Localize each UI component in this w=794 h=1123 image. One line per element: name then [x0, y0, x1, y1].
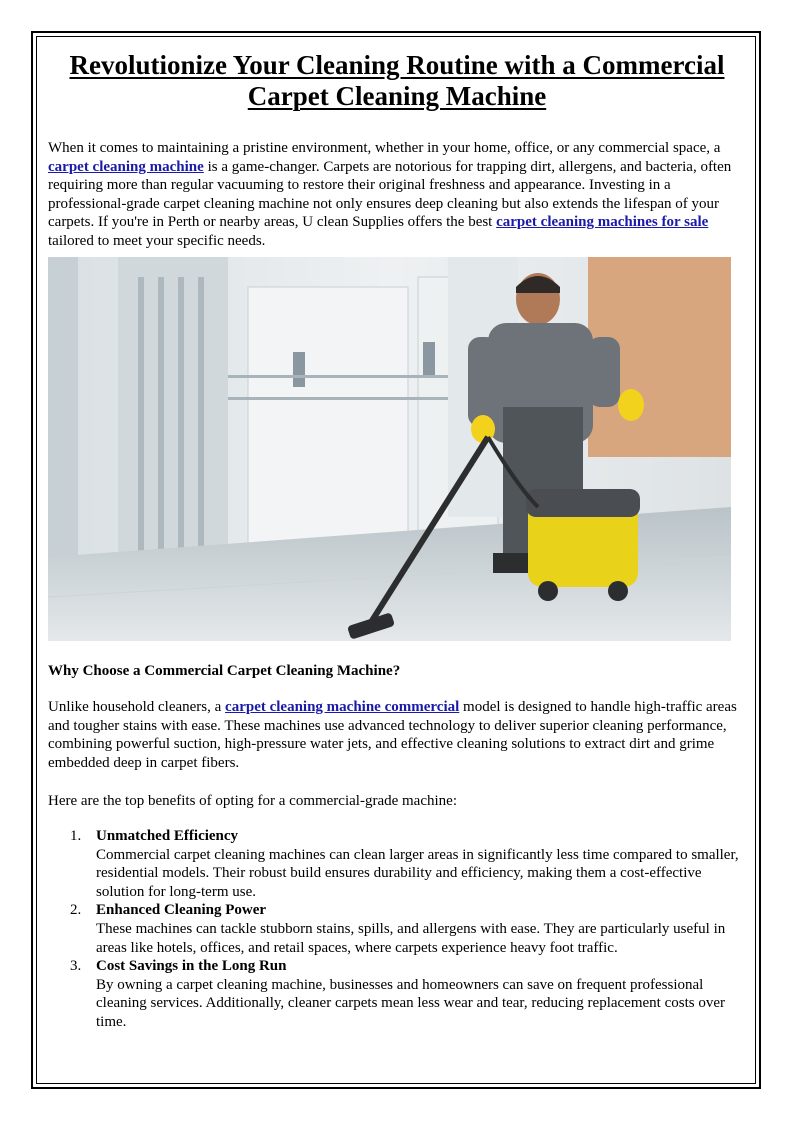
list-number: 3. — [70, 958, 82, 975]
list-number: 1. — [70, 828, 82, 844]
list-item-title: Unmatched Efficiency — [96, 828, 239, 844]
carpet-cleaning-machine-link[interactable]: carpet cleaning machine — [48, 158, 204, 175]
carpet-cleaning-machines-for-sale-link[interactable]: carpet cleaning machines for sale — [496, 214, 709, 231]
why-choose-paragraph — [48, 698, 746, 772]
list-number: 2. — [70, 902, 82, 919]
why-text-1: Unlike household cleaners, a — [48, 699, 226, 715]
document-body — [48, 50, 746, 1030]
benefits-intro: Here are the top benefits of opting for a commercial-grade machine: — [48, 793, 457, 809]
cleaner-photo — [48, 257, 731, 641]
carpet-cleaning-machine-commercial-link[interactable]: carpet cleaning machine commercial — [225, 699, 460, 715]
list-item-text: These machines can tackle stubborn stains, spills, and allergens with ease. They are particularly useful in areas like hotels, offices, and retail spaces, where carpets experience heavy foot traffic. — [96, 920, 726, 956]
page-title: Revolutionize Your Cleaning Routine with a Commercial Carpet Cleaning Machine — [69, 50, 725, 111]
intro-text-2: is a game-changer. Carpets are notorious for trapping dirt, allergens, and bacteria, often requiring more than regular vacuuming to restore their original freshness and appearance. Investing in a professional-grade carpet cleaning machine not only ensures deep cleaning but also extends the lifespan of your carpets. If you're in Perth or nearby areas, U clean Supplies offers the best — [48, 158, 732, 231]
intro-text-3: tailored to meet your specific needs. — [48, 232, 266, 249]
list-item-text: By owning a carpet cleaning machine, businesses and homeowners can save on frequent professional cleaning services. Additionally, cleaner carpets mean less wear and tear, reducing replacement costs over time. — [96, 976, 725, 1030]
cleaner-illustration — [48, 257, 731, 641]
why-text-2: model is designed to handle high-traffic areas and tougher stains with ease. These machines use advanced technology to deliver superior cleaning performance, combining powerful suction, high-pressure water jets, and effective cleaning solutions to extract dirt and grime embedded deep in carpet fibers. — [48, 699, 737, 771]
section-heading: Why Choose a Commercial Carpet Cleaning Machine? — [48, 663, 401, 679]
list-item — [48, 901, 746, 957]
list-item-text: Commercial carpet cleaning machines can clean larger areas in significantly less time compared to smaller, residential models. Their robust build ensures durability and efficiency, making them a cost-effective solution for long-term use. — [96, 846, 739, 900]
benefits-list — [48, 827, 746, 1032]
list-item — [48, 827, 746, 901]
intro-paragraph — [48, 139, 746, 251]
list-item — [48, 957, 746, 1031]
list-item-title: Cost Savings in the Long Run — [96, 958, 287, 975]
list-item-title: Enhanced Cleaning Power — [96, 902, 267, 919]
intro-text-1: When it comes to maintaining a pristine environment, whether in your home, office, or any commercial space, a — [48, 140, 721, 156]
